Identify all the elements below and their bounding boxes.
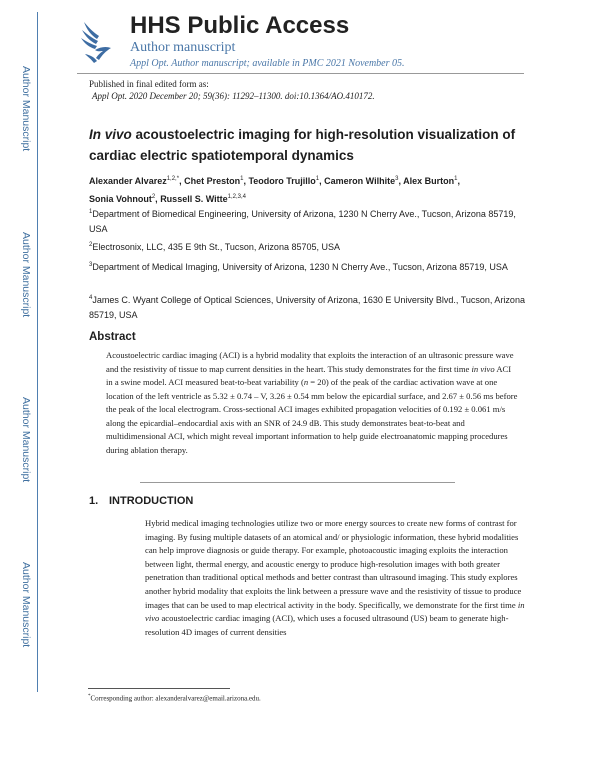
abstract-heading: Abstract	[89, 331, 136, 343]
article-title: In vivo acoustoelectric imaging for high-resolution visualization of cardiac electric spatiotemporal dynamics	[89, 127, 516, 163]
publication-note: Published in final edited form as:	[89, 79, 209, 89]
author-name: Cameron Wilhite	[324, 176, 396, 186]
author-sup: 2	[151, 194, 156, 200]
author-sup: 1	[315, 176, 320, 182]
publication-citation: Appl Opt. 2020 December 20; 59(36): 11292–11300. doi:10.1364/AO.410172.	[92, 91, 375, 101]
abstract-divider	[140, 482, 455, 483]
author-manuscript-subtitle: Author manuscript	[130, 40, 236, 55]
journal-availability: Appl Opt. Author manuscript; available in PMC 2021 November 05.	[130, 58, 405, 69]
sidebar-label: Author Manuscript	[20, 397, 32, 483]
author-sup: 3	[395, 176, 399, 182]
hhs-public-access-title: HHS Public Access	[130, 12, 350, 39]
author-name: Russell S. Witte	[160, 194, 228, 204]
author-name: Alex Burton	[403, 176, 455, 186]
affiliation: $^4$James C. Wyant College of Optical Sciences, University of Arizona, 1630 E University Blvd., Tucson, Arizona 85719, USA	[89, 295, 525, 320]
affiliation: $^3$Department of Medical Imaging, University of Arizona, 1230 N Cherry Ave., Tucson, Arizona 85719, USA	[89, 262, 508, 272]
sidebar-label: Author Manuscript	[20, 232, 32, 318]
sidebar-label: Author Manuscript	[20, 66, 32, 152]
introduction-body: Hybrid medical imaging technologies utilize two or more energy sources to create new forms of contrast for imaging. By fusing multiple datasets of an atomical and/ or physiologic information, these hybrid modalities can help improve diagnosis or guide therapy. For example, photoacoustic imaging exploits the interaction between light, thermal energy, and acoustic energy to produce high-resolution images with both greater penetration than traditional optical methods and better contrast than ultrasound imaging. This study explores another hybrid modality that exploits the link between a pressure wave and the resistivity of tissue to produce images that can be used to map electrical activity in the body. Specifically, we demonstrate for the first time in vivo acoustoelectric cardiac imaging (ACI), which uses a focused ultrasound (US) beam to generate high-resolution 4D images of current densities	[145, 518, 525, 637]
author-sup: 1	[240, 176, 244, 182]
abstract-body: Acoustoelectric cardiac imaging (ACI) is a hybrid modality that exploits the interaction of an ultrasonic pressure wave and the resistivity of tissue to map current densities in the heart. This study demonstrates for the first time in vivo ACI in a swine model. ACI measured beat-to-beat variability (n = 20) of the peak of the cardiac activation wave at one location of the left ventricle as 5.32 ± 0.74 – V, 3.26 ± 0.54 mm below the epicardial surface, and 2.67 ± 0.56 ms before the peak of the local electrogram. Cross-sectional ACI images exhibited propagation velocities of 0.192 ± 0.061 m/s along the epicardial–endocardial axis with an SNR of 24.9 dB. This study demonstrates beat-to-beat and multidimensional ACI, which might reveal important information to help guide electroanatomic mapping procedures during ablation therapy.	[106, 350, 518, 455]
header-divider	[77, 73, 524, 74]
author-name: Sonia Vohnout	[89, 194, 152, 204]
author-name: Alexander Alvarez	[89, 176, 167, 186]
author-name: Chet Preston	[184, 176, 241, 186]
author-name: Teodoro Trujillo	[248, 176, 316, 186]
author-sup: 1,2,*	[166, 176, 180, 182]
author-sup: 1	[454, 176, 458, 182]
sidebar-divider	[37, 12, 38, 692]
hhs-eagle-logo-icon	[79, 14, 113, 66]
section-number: 1.	[89, 495, 99, 507]
affiliation: $^2$Electrosonix, LLC, 435 E 9th St., Tucson, Arizona 85705, USA	[89, 242, 340, 252]
author-list: Alexander Alvarez$^{1,2,*}$, Chet Preston$^1$, Teodoro Trujillo$^1$, Cameron Wilhite$^3$, Alex Burton$^1$, Sonia Vohnout$^2$, Russell S. Witte$^{1,2,3,4}$	[89, 176, 460, 204]
introduction-heading: 1. INTRODUCTION	[89, 495, 194, 507]
affiliation: $^1$Department of Biomedical Engineering, University of Arizona, 1230 N Cherry Ave., Tucson, Arizona 85719, USA	[89, 209, 516, 234]
footnote-divider	[88, 688, 230, 689]
author-sup: 1,2,3,4	[227, 194, 246, 200]
corresponding-author-footnote: *Corresponding author: alexanderalvarez@email.arizona.edu.	[88, 694, 261, 703]
sidebar-label: Author Manuscript	[20, 562, 32, 648]
